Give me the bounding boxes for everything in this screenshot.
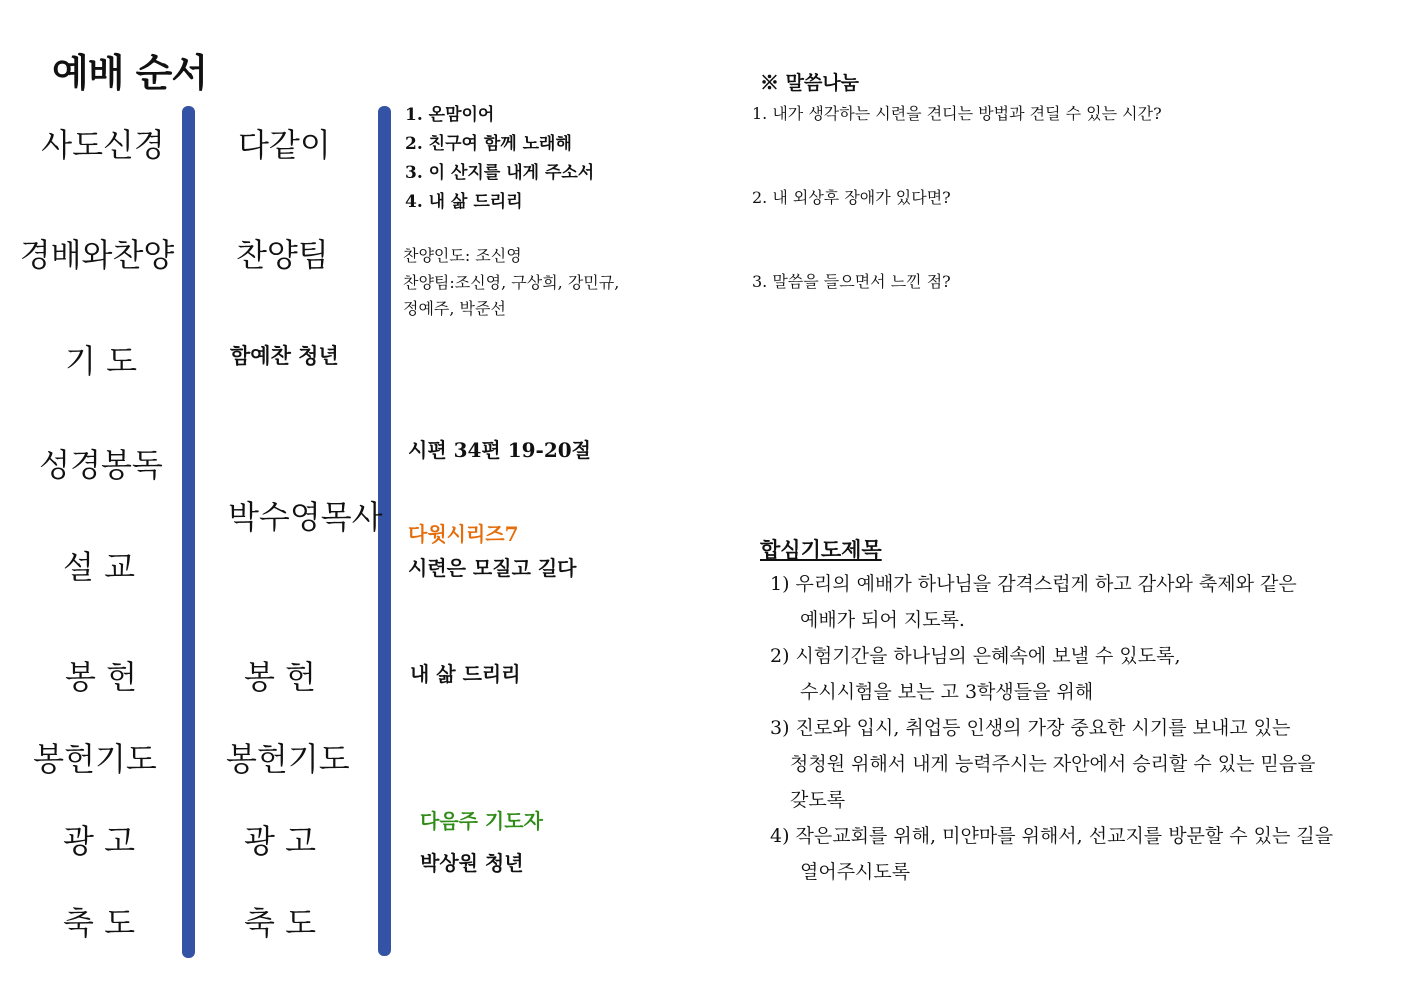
- prayer-topic-line: 2) 시험기간을 하나님의 은혜속에 보낼 수 있도록,: [770, 645, 1181, 667]
- sharing-question-1: 1. 내가 생각하는 시련을 견디는 방법과 견딜 수 있는 시간?: [752, 104, 1162, 123]
- worship-leader: 찬양인도: 조신영: [403, 246, 522, 265]
- song-1: 1. 온맘이어: [405, 105, 495, 125]
- sharing-question-2: 2. 내 외상후 장애가 있다면?: [752, 188, 951, 207]
- order-item-9: 축 도: [63, 904, 135, 942]
- order-item-1: 사도신경: [41, 126, 165, 164]
- song-4: 4. 내 삶 드리리: [405, 192, 523, 212]
- prayer-topic-line: 4) 작은교회를 위해, 미얀마를 위해서, 선교지를 방문할 수 있는 길을: [770, 825, 1334, 847]
- worship-team-members-1: 찬양팀:조신영, 구상희, 강민규,: [403, 273, 620, 292]
- sharing-question-3: 3. 말씀을 들으면서 느낀 점?: [752, 272, 951, 291]
- leader-benediction: 축 도: [244, 904, 316, 942]
- leader-offering: 봉 헌: [244, 658, 316, 696]
- prayer-topic-line: 1) 우리의 예배가 하나님을 감격스럽게 하고 감사와 축제와 같은: [770, 573, 1297, 595]
- prayer-topic-line: 3) 진로와 입시, 취업등 인생의 가장 중요한 시기를 보내고 있는: [770, 717, 1291, 739]
- page-title: 예배 순서: [52, 51, 208, 95]
- prayer-topics-heading: 합심기도제목: [760, 537, 882, 562]
- sermon-series: 다윗시리즈7: [408, 522, 519, 546]
- order-item-6: 봉 헌: [65, 658, 137, 696]
- order-item-2: 경배와찬양: [19, 236, 175, 274]
- sharing-heading: ※ 말씀나눔: [760, 72, 860, 94]
- scripture-reference: 시편 34편 19-20절: [408, 438, 592, 462]
- offering-song: 내 삶 드리리: [410, 662, 521, 686]
- leader-worship: 찬양팀: [236, 236, 329, 274]
- order-item-3: 기 도: [65, 342, 137, 380]
- worship-team-members-2: 정예주, 박준선: [403, 299, 506, 318]
- prayer-topic-line: 청청원 위해서 내게 능력주시는 자안에서 승리할 수 있는 믿음을: [790, 753, 1316, 775]
- prayer-topic-line: 예배가 되어 지도록.: [800, 609, 965, 631]
- prayer-topic-line: 수시시험을 보는 고 3학생들을 위해: [800, 681, 1094, 703]
- order-item-8: 광 고: [63, 822, 135, 860]
- order-item-4: 성경봉독: [39, 446, 163, 484]
- next-week-name: 박상원 청년: [420, 851, 524, 875]
- song-2: 2. 친구여 함께 노래해: [405, 134, 572, 154]
- next-week-label: 다음주 기도자: [420, 809, 543, 833]
- leader-apostles-creed: 다같이: [238, 126, 331, 164]
- song-3: 3. 이 산지를 내게 주소서: [405, 163, 595, 183]
- prayer-topic-line: 갖도록: [790, 789, 846, 811]
- order-item-7: 봉헌기도: [33, 740, 157, 778]
- leader-prayer: 함예찬 청년: [230, 344, 339, 368]
- leader-sermon: 박수영목사: [228, 498, 383, 536]
- sermon-title: 시련은 모질고 길다: [408, 556, 577, 580]
- leader-announcements: 광 고: [244, 822, 316, 860]
- order-item-5: 설 교: [63, 548, 135, 586]
- leader-offering-prayer: 봉헌기도: [226, 740, 350, 778]
- prayer-topic-line: 열어주시도록: [800, 861, 911, 883]
